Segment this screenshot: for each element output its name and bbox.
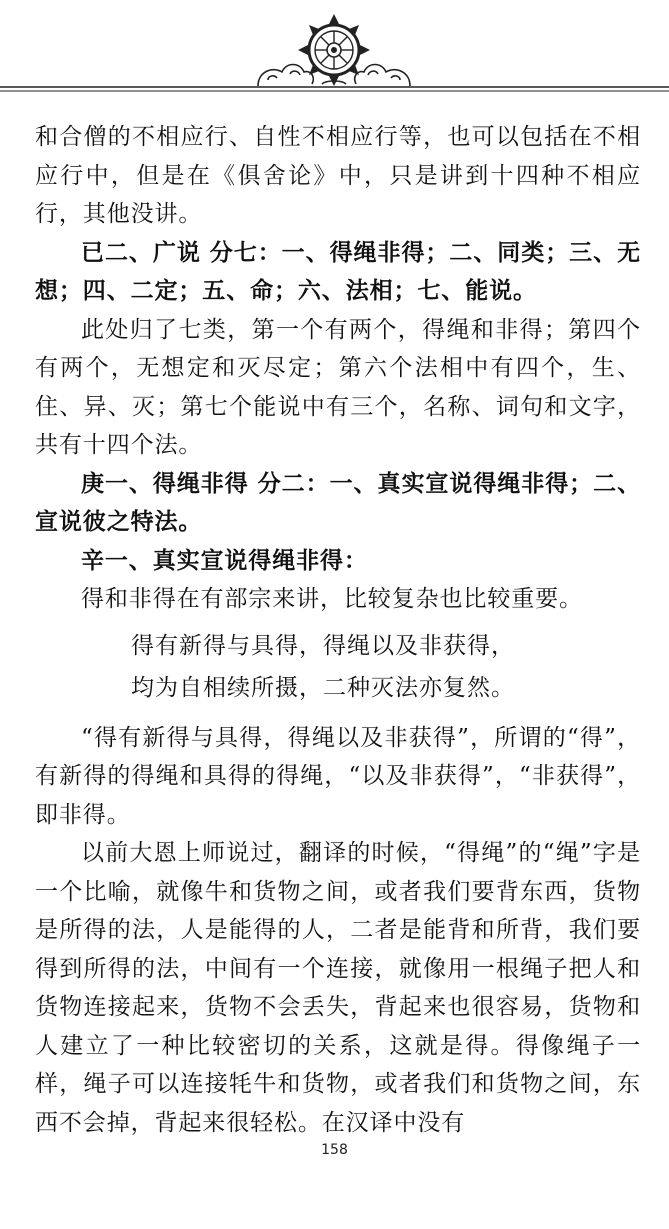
paragraph-3: 得和非得在有部宗来讲，比较复杂也比较重要。 xyxy=(81,586,583,612)
page-header xyxy=(0,0,669,110)
dharma-wheel-icon xyxy=(298,14,370,86)
verse-line-2: 均为自相续所摄，二种灭法亦复然。 xyxy=(131,674,515,701)
cloud-left-icon xyxy=(258,65,313,87)
heading-geng-yi: 庚一、得绳非得 分二：一、真实宣说得绳非得；二、宣说彼之特法。 xyxy=(35,469,641,535)
verse-line-1: 得有新得与具得，得绳以及非获得， xyxy=(131,632,515,659)
heading-xin-yi: 辛一、真实宣说得绳非得： xyxy=(81,546,368,574)
heading-ji-er: 已二、广说 分七：一、得绳非得；二、同类；三、无想；四、二定；五、命；六、法相；七、能说。 xyxy=(35,238,641,304)
header-ornament xyxy=(0,0,669,110)
page-content xyxy=(35,118,641,1142)
paragraph-4: “得有新得与具得，得绳以及非获得”，所谓的“得”，有新得的得绳和具得的得绳，“以及非获得”，“非获得”，即非得。 xyxy=(35,724,641,828)
paragraph-2: 此处归了七类，第一个有两个，得绳和非得；第四个有两个，无想定和灭尽定；第六个法相中有四个，生、住、异、灭；第七个能说中有三个，名称、词句和文字，共有十四个法。 xyxy=(35,316,641,458)
paragraph-5: 以前大恩上师说过，翻译的时候，“得绳”的“绳”字是一个比喻，就像牛和货物之间，或者我们要背东西，货物是所得的法，人是能得的人，二者是能背和所背，我们要得到所得的法，中间有一个连接，就像用一根绳子把人和货物连接起来，货物不会丢失，背起来也很容易，货物和人建立了一种比较密切的关系，这就是得。得像绳子一样，绳子可以连接牦牛和货物，或者我们和货物之间，东西不会掉，背起来很轻松。在汉译中没有 xyxy=(35,840,641,1136)
root-verse xyxy=(35,625,641,709)
cloud-right-icon xyxy=(355,65,410,87)
paragraph-1: 和合僧的不相应行、自性不相应行等，也可以包括在不相应行中，但是在《俱舍论》中，只是讲到十四种不相应行，其他没讲。 xyxy=(35,124,641,227)
page-number: 158 xyxy=(321,1142,348,1158)
